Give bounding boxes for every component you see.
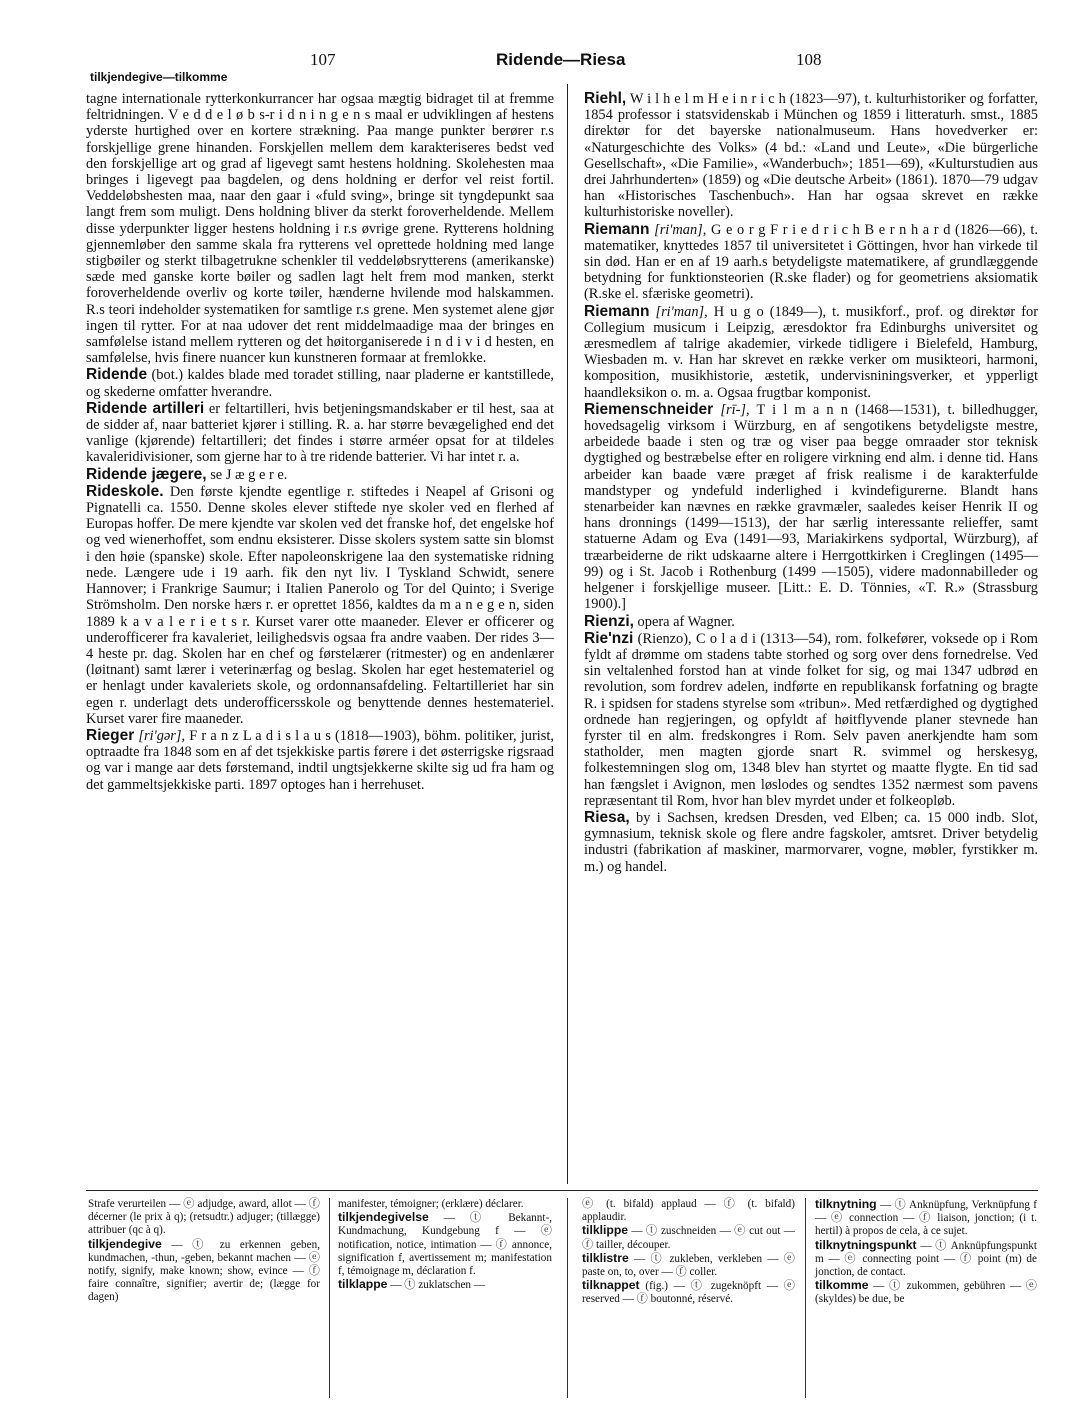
entry-rieger: Rieger [ri'gər], F r a n z L a d i s l a u s (1818—1903), böhm. politiker, jurist, optraadte fra 1848 som en af det tsjekkiske partis førere i det østerrigske rigsraad og var i mange aar dets førstemand, indtil ungtsjekkerne skilte sig ud fra ham og det gammeltsjekkiske parti. 1897 optoges han i herrehuset. — [86, 726, 554, 793]
supplement-column-4 — [815, 1198, 1037, 1307]
supplement-entry: tilknappet (fig.) — ⓣ zugeknöpft — ⓔ reserved — ⓕ boutonné, réservé. — [582, 1278, 795, 1306]
supplement-entry: tilknytning — ⓣ Anknüpfung, Verknüpfung f — ⓔ connection — ⓕ liaison, jonction; (i t. hertil) à propos de cela, à ce sujet. — [815, 1197, 1037, 1238]
footer-divider — [86, 1190, 1038, 1191]
entry-rienzi-opera: Rienzi, opera af Wagner. — [584, 612, 735, 630]
entry-riemann-georg: Riemann [ri'man], G e o r g F r i e d r i c h B e r n h a r d (1826—66), t. matematiker, knyttedes 1857 til universitetet i Göttingen, hvor han virkede til sin død. Han er en af 19 aarh.s betydeligste matematikere, af grundlæggende betydning for funktionsteorien (R.ske flader) og for geometriens aksiomatik (R.ske el. sfæriske geometri). — [584, 220, 1038, 303]
supplement-entry: ⓔ (t. bifald) applaud — ⓕ (t. bifald) applaudir. — [582, 1198, 795, 1224]
supplement-entry: tilknytningspunkt — ⓣ Anknüpfungspunkt m — ⓔ connecting point — ⓕ point (m) de jonction, de contact. — [815, 1237, 1037, 1279]
entry-riemenschneider: Riemenschneider [rī-], T i l m a n n (1468—1531), t. billedhugger, hovedsagelig virksom i Würzburg, en af sengotikens betydeligste mestre, arbeidede baade i sten og træ og viser paa begge omraader stor teknisk dygtighed og bestræbelse efter en roligere virkning end alm. i denne tid. Hans arbeider kan baade være præget af frisk realisme i de karakterfulde mandstyper og yndefuld inderlighed i kvindefigurerne. Blandt hans stenarbeider kan nævnes en række gravmæler, saaledes keiser Henrik II og hans dronnings (1499—1513), der har særlig interessante relieffer, samt statuerne Adam og Eva (1491—93, Mariakirkens sydportal, Würzburg), af træarbeiderne de rikt udskaarne altere i Herrgottkirken i Creglingen (1495—99) og i St. Jacob i Rothenburg (1499 —1505), videre madonnabilleder og helgener i forskjellige museer. [Litt.: E. D. Tönnies, «T. R.» (Strassburg 1900).] — [584, 400, 1038, 613]
page-number-left: 107 — [310, 50, 336, 69]
supplement-column-2 — [338, 1198, 552, 1292]
supplement-column-1 — [88, 1198, 320, 1305]
supplement-range: tilkjendegive—tilkomme — [90, 70, 228, 84]
entry-rideskole: Rideskole. Den første kjendte egentlige r. stiftedes i Neapel af Grisoni og Pignatelli ca. 1550. Denne skoles elever stiftede nye skoler ved en flerhed af Europas hoffer. De mere kjendte var skolen ved det franske hof, det engelske hof og ved wienerhoffet, som endnu eksisterer. Disse skolers system satte sin blomst i den høie (spanske) skole. Efter napoleonskrigene laa den systematiske ridning nede. Længere ude i 19 aarh. fik den nyt liv. I Tyskland Schwidt, senere Hannover; i Frankrige Saumur; i Italien Panerolo og Tor del Quinto; i Sverige Strömsholm. Den norske hærs r. er oprettet 1856, kaldtes da m a n e g e n, siden 1889 k a v a l e r i e t s r. Kurset varer otte maaneder. Elever er officerer og underofficerer fra kavaleriet, leilighedsvis ogsaa fra andre vaaben. Der rides 3—4 heste pr. dag. Skolen har en chef og førstelærer (ritmester) og en andenlærer (løitnant) samt lærer i veterinærfag og beslag. Skolen har eget hestemateriel og er henlagt under kavaleriets skole, og ordonnansafdeling. Feltartilleriet har sin egen r. underlagt dets underofficersskole og benyttende dennes hestemateriel. Kurset varer fire maaneder. — [86, 482, 554, 727]
supplement-divider — [567, 1198, 568, 1398]
supplement-divider — [805, 1198, 806, 1398]
page-title: Ridende—Riesa — [496, 50, 626, 69]
supplement-entry: tilklappe — ⓣ zuklatschen — — [338, 1277, 486, 1292]
entry-riehl: Riehl, W i l h e l m H e i n r i c h (1823—97), t. kulturhistoriker og forfatter, 1854 professor i statsvidenskab i München og 1859 i litteraturh. smst., 1885 direktør for det bayerske nationalmuseum. Hans hovedverker er: «Naturgeschichte des Volks» (4 bd.: «Land und Leute», «Die bürgerliche Gesellschaft», «Die Familie», «Wanderbuch»; 1851—69), «Kulturstudien aus drei Jahrhunderten» (1859) og «Die deutsche Arbeit» (1861). 1870—79 udgav han «Historisches Taschenbuch». Han har ogsaa skrevet en række kulturhistoriske noveller). — [584, 90, 1038, 221]
supplement-entry: tilkjendegive — ⓣ zu erkennen geben, kundmachen, -thun, -geben, bekannt machen — ⓔ notify, signify, make known; show, evince — ⓕ faire connaître, signifier; avertir de; (lægge for dagen) — [88, 1236, 320, 1304]
entry-ridende-artilleri: Ridende artilleri er feltartilleri, hvis betjeningsmandskaber er til hest, saa at de sidder af, naar batteriet kjører i stilling. R. a. har større bevægelighed end det vanlige (kjørende) feltartilleri; det findes i større arméer opsat for at tildeles kavaleridivisioner, som gjerne har to à tre ridende batterier. Vi har intet r. a. — [86, 399, 554, 466]
entry-riemann-hugo: Riemann [ri'man], H u g o (1849—), t. musikforf., prof. og direktør for Collegium musicum i Leipzig, æresdoktor fra Edinburghs universitet og æresmedlem af talrige akademier, virkede tidligere i Bielefeld, Hamburg, Wiesbaden m. v. Han har skrevet en række verker om musikteori, harmoni, komposition, musikhistorie, æstetik, undervisniningsverker, et ypperligt haandleksikon o. m. a. Ogsaa frugtbar komponist. — [584, 302, 1038, 401]
supplement-entry: tilkjendegivelse — ⓣ Bekannt-, Kundmachung, Kundgebung f — ⓔ notification, notice, intimation — ⓕ annonce, signification f, avertissement m; manifestation f, témoignage m, déclaration f. — [338, 1210, 552, 1278]
paragraph-continued: tagne internationale rytterkonkurrancer har ogsaa mægtig bidraget til at fremme feltridningen. V e d d e l ø b s-r i d n i n g e n s maal er udviklingen af hestens yderste hurtighed over en kortere strækning. Paa mange punkter berører r.s forskjellige grene hinanden. Forskjellen mellem dem karakteriseres bedst ved den forskjellige art og grad af ligevegt samt hestens holdning. Skolehesten maa bringes i ligevegt paa bagdelen, og dens holdning er derfor vel reist fortil. Veddeløbshesten maa, naar den gaar i «fuld sving», bringe sit tyngdepunkt saa langt frem som muligt. Dens holdning bliver da sterkt foroverheldende. Mellem disse yderpunkter ligger hestens holdning i r.s øvrige grene. Rytterens holdning gjennemløber den samme skala fra rytterens vel oprettede holdning med lange stigbøiler og sterkt tilbagetrukne schenkler til veddeløbsrytterens (amerikanske) sæde med ganske korte bøiler og sadlen lagt helt frem mod manken, sterkt foroverheldende overliv og korte tøiler, hænderne hvilende mod halskammen. R.s teori indeholder systematiken for samtlige r.s grene. Men systemet alene gjør ingen til rytter. For at naa udover det rent middelmaadige maa der bringes en samfølelse istand mellem rytteren og det høitorganiserede i n d i v i d hesten, en samfølelse, hvis finere nuancer kun kunstneren formaar at fremlokke. — [86, 91, 554, 367]
entry-ridende: Ridende (bot.) kaldes blade med toradet stilling, naar pladerne er kantstillede, og skederne omfatter hverandre. — [86, 366, 554, 400]
right-column — [584, 91, 1038, 1179]
supplement-divider — [329, 1198, 330, 1398]
supplement-entry: tilklippe — ⓣ zuschneiden — ⓔ cut out — ⓕ tailler, découper. — [582, 1223, 795, 1251]
left-column — [86, 91, 554, 1179]
column-divider — [567, 84, 568, 1184]
page-number-right: 108 — [796, 50, 822, 69]
supplement-entry: tilkomme — ⓣ zukommen, gebühren — ⓔ (skyldes) be due, be — [815, 1278, 1037, 1306]
supplement-entry: manifester, témoigner; (erklære) déclarer. — [338, 1198, 524, 1210]
entry-ridende-jaegere: Ridende jægere, se J æ g e r e. — [86, 465, 288, 483]
supplement-entry: Strafe verurteilen — ⓔ adjudge, award, allot — ⓕ décerner (le prix à q); (retsudtr.) adjuger; (tillægge) attribuer (qc à q). — [88, 1198, 320, 1237]
entry-riesa: Riesa, by i Sachsen, kredsen Dresden, ved Elben; ca. 15 000 indb. Slot, gymnasium, teknisk skole og flere andre fagskoler, amtsret. Driver betydelig industri (fabrikation af maskiner, marmorvarer, vogne, møbler, fyrstikker m. m.) og handel. — [584, 808, 1038, 875]
supplement-column-3 — [582, 1198, 795, 1307]
supplement-entry: tilklistre — ⓣ zukleben, verkleben — ⓔ paste on, to, over — ⓕ coller. — [582, 1250, 795, 1279]
entry-rienzi: Rie'nzi (Rienzo), C o l a d i (1313—54), rom. folkefører, voksede op i Rom fyldt af drømme om stadens tabte storhed og sorg over dens fornedrelse. Ved sin veltalenhed forstod han at vinde folket for sig, og mai 1347 udbrød en revolution, som fordrev adelen, indførte en republikansk forfatning og bragte R. i spidsen for stadens styrelse som «tribun». Med retfærdighed og dygtighed ordnede han regjeringen, og opfyldt af høitflyvende planer stevnede han fyrster til en alm. fredskongres i Rom. Selv paven anerkjendte ham som statholder, men magten gjorde snart R. svimmel og herskesyg, folkestemningen slog om, 1348 blev han styrtet og maatte flygte. En tid sad han fængslet i Avignon, men løslodes og sendtes 1352 nærmest som pavens repræsentant til Rom, hvor han blev myrdet under et folkeopløb. — [584, 629, 1038, 809]
